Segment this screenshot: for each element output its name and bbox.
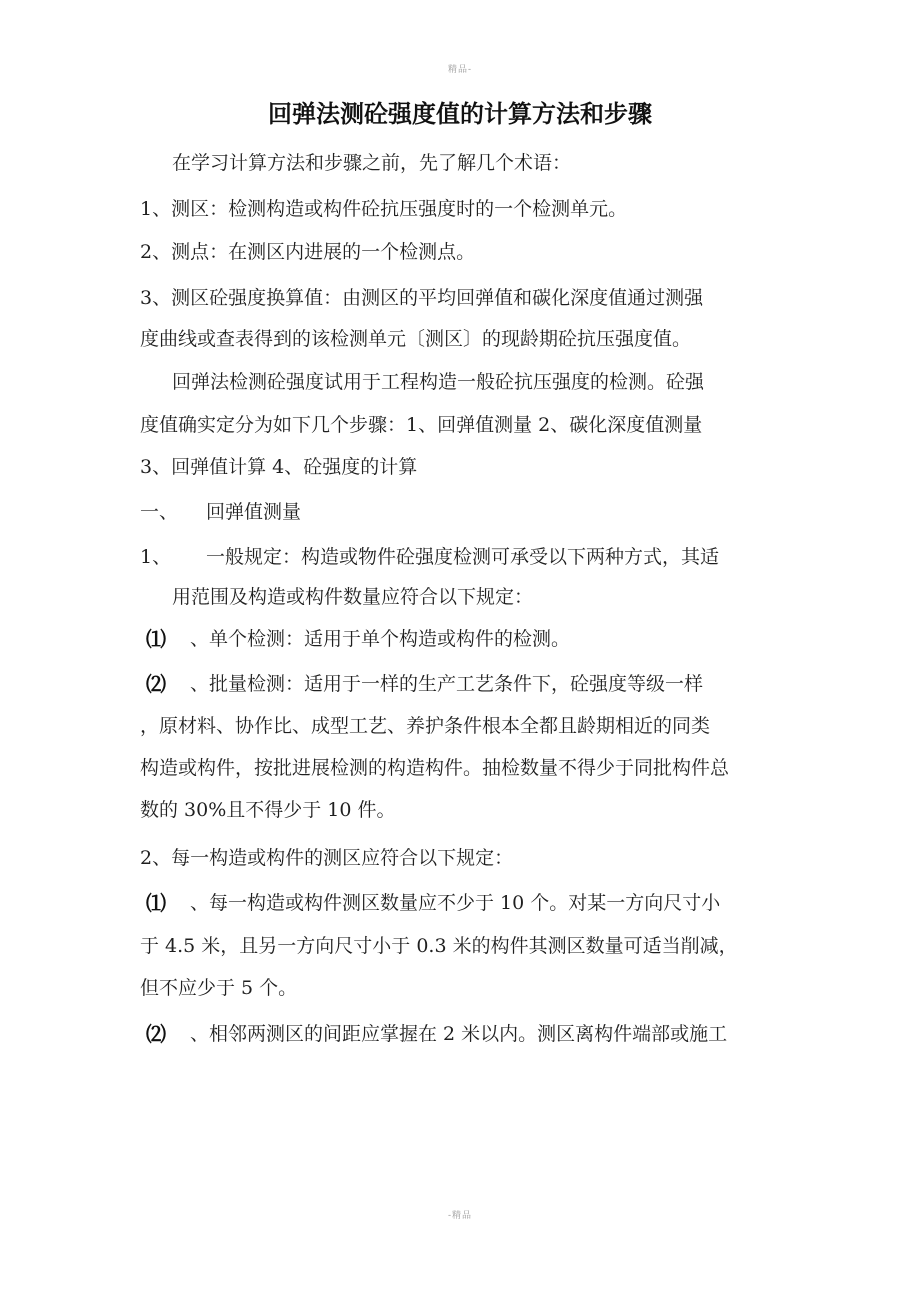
item-a1: 、单个检测：适用于单个构造或构件的检测。 — [190, 628, 571, 650]
para-1-line-3: 3、回弹值计算 4、砼强度的计算 — [140, 456, 418, 478]
section-1-number: 一、 — [140, 501, 179, 523]
item-b1-line-1: 、每一构造或构件测区数量应不少于 10 个。对某一方向尺寸小 — [190, 892, 721, 914]
item-b1-marker: ⑴ — [146, 891, 166, 915]
item-b2-marker: ⑵ — [146, 1022, 166, 1046]
rule-1-line-2: 用范围及构造或构件数量应符合以下规定： — [172, 586, 534, 608]
footer-mark: -精品 — [447, 1211, 473, 1221]
rule-1-line-1: 一般规定：构造或物件砼强度检测可承受以下两种方式，其适 — [206, 546, 720, 568]
header-mark: 精品- — [447, 65, 473, 75]
item-a2-line-4: 数的 30%且不得少于 10 件。 — [140, 799, 396, 821]
term-3-line-2: 度曲线或查表得到的该检测单元〔测区〕的现龄期砼抗压强度值。 — [140, 328, 692, 350]
item-b1-line-3: 但不应少于 5 个。 — [140, 977, 298, 999]
rule-2: 2、每一构造或构件的测区应符合以下规定： — [140, 847, 514, 869]
item-b2-line-1: 、相邻两测区的间距应掌握在 2 米以内。测区离构件端部或施工 — [190, 1023, 728, 1045]
para-1-line-1: 回弹法检测砼强度试用于工程构造一般砼抗压强度的检测。砼强 — [172, 371, 705, 393]
item-a2-marker: ⑵ — [146, 672, 166, 696]
item-a2-line-1: 、批量检测：适用于一样的生产工艺条件下，砼强度等级一样 — [190, 673, 704, 695]
item-b1-line-2: 于 4.5 米，且另一方向尺寸小于 0.3 米的构件其测区数量可适当削减， — [140, 935, 738, 957]
item-a2-line-3: 构造或构件，按批进展检测的构造构件。抽检数量不得少于同批构件总 — [140, 757, 730, 779]
term-1: 1、测区：检测构造或构件砼抗压强度时的一个检测单元。 — [140, 198, 628, 220]
rule-1-number: 1、 — [140, 546, 172, 568]
item-a1-marker: ⑴ — [146, 627, 166, 651]
para-1-line-2: 度值确实定分为如下几个步骤：1、回弹值测量 2、碳化深度值测量 — [140, 414, 703, 436]
term-2: 2、测点：在测区内进展的一个检测点。 — [140, 241, 476, 263]
item-a2-line-2: ，原材料、协作比、成型工艺、养护条件根本全都且龄期相近的同类 — [140, 715, 711, 737]
section-1-heading: 回弹值测量 — [206, 501, 302, 523]
term-3-line-1: 3、测区砼强度换算值：由测区的平均回弹值和碳化深度值通过测强 — [140, 287, 704, 309]
intro-line: 在学习计算方法和步骤之前，先了解几个术语： — [172, 152, 572, 174]
page-title: 回弹法测砼强度值的计算方法和步骤 — [268, 100, 652, 128]
